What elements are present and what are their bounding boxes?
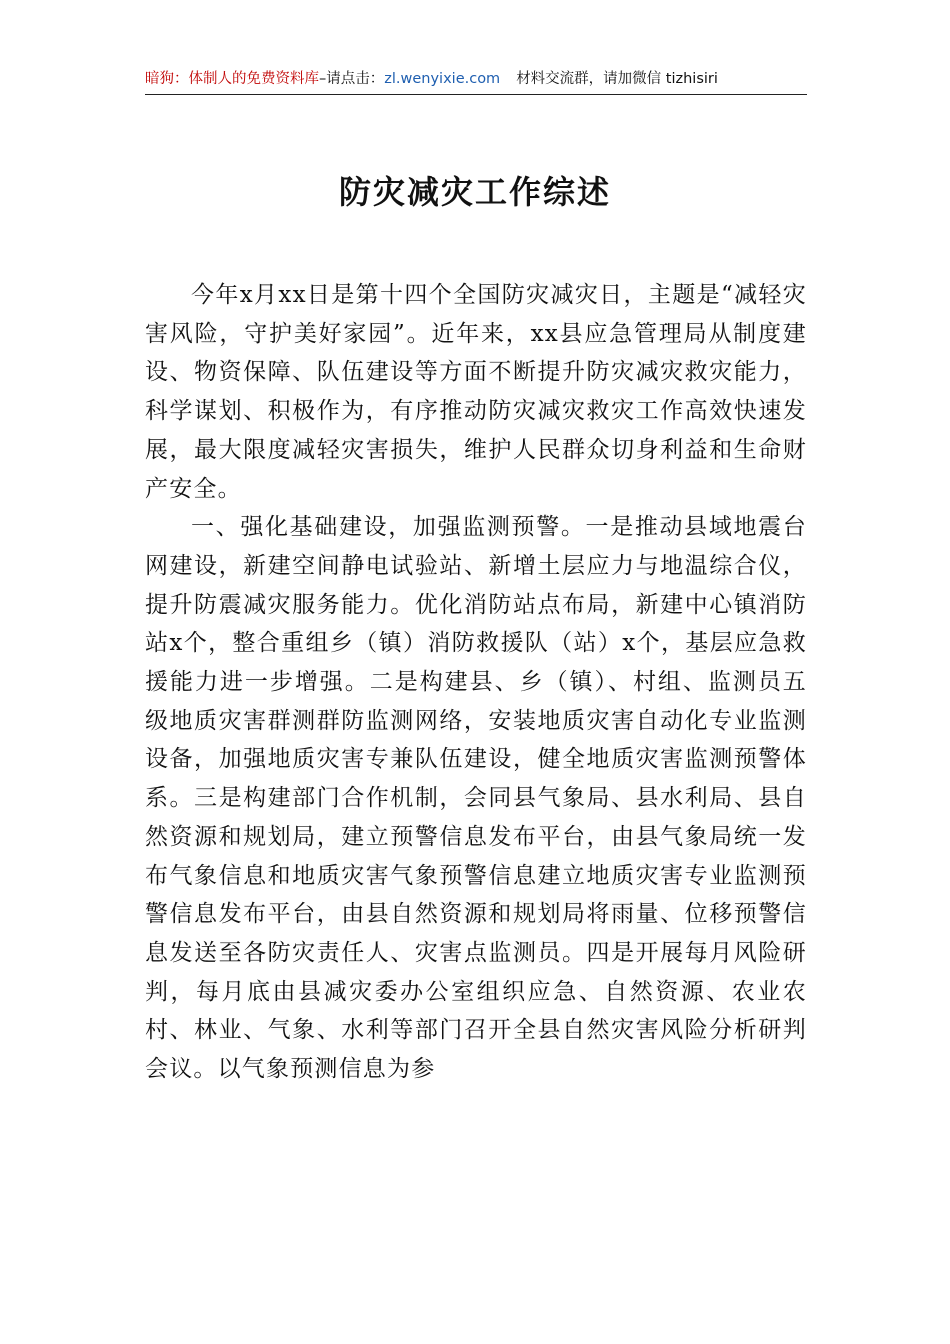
document-body xyxy=(145,276,807,1089)
page-header xyxy=(145,64,807,95)
header-site-name: 暗狗：体制人的免费资料库 xyxy=(145,71,319,87)
header-click-prompt: –请点击： xyxy=(319,71,385,87)
header-contact: 材料交流群，请加微信 tizhisiri xyxy=(516,71,718,87)
paragraph-intro: 今年x月xx日是第十四个全国防灾减灾日，主题是“减轻灾害风险，守护美好家园”。近年来，xx县应急管理局从制度建设、物资保障、队伍建设等方面不断提升防灾减灾救灾能力，科学谋划、积极作为，有序推动防灾减灾救灾工作高效快速发展，最大限度减轻灾害损失，维护人民群众切身利益和生命财产安全。 xyxy=(145,282,807,502)
document-title: 防灾减灾工作综述 xyxy=(338,173,611,211)
header-url-link[interactable]: zl.wenyixie.com xyxy=(384,71,501,87)
paragraph-section-one: 一、强化基础建设，加强监测预警。一是推动县域地震台网建设，新建空间静电试验站、新增土层应力与地温综合仪，提升防震减灾服务能力。优化消防站点布局，新建中心镇消防站x个，整合重组乡（镇）消防救援队（站）x个，基层应急救援能力进一步增强。二是构建县、乡（镇）、村组、监测员五级地质灾害群测群防监测网络，安装地质灾害自动化专业监测设备，加强地质灾害专兼队伍建设，健全地质灾害监测预警体系。三是构建部门合作机制，会同县气象局、县水利局、县自然资源和规划局，建立预警信息发布平台，由县气象局统一发布气象信息和地质灾害气象预警信息建立地质灾害专业监测预警信息发布平台，由县自然资源和规划局将雨量、位移预警信息发送至各防灾责任人、灾害点监测员。四是开展每月风险研判，每月底由县减灾委办公室组织应急、自然资源、农业农村、林业、气象、水利等部门召开全县自然灾害风险分析研判会议。以气象预测信息为参 xyxy=(145,514,807,1083)
